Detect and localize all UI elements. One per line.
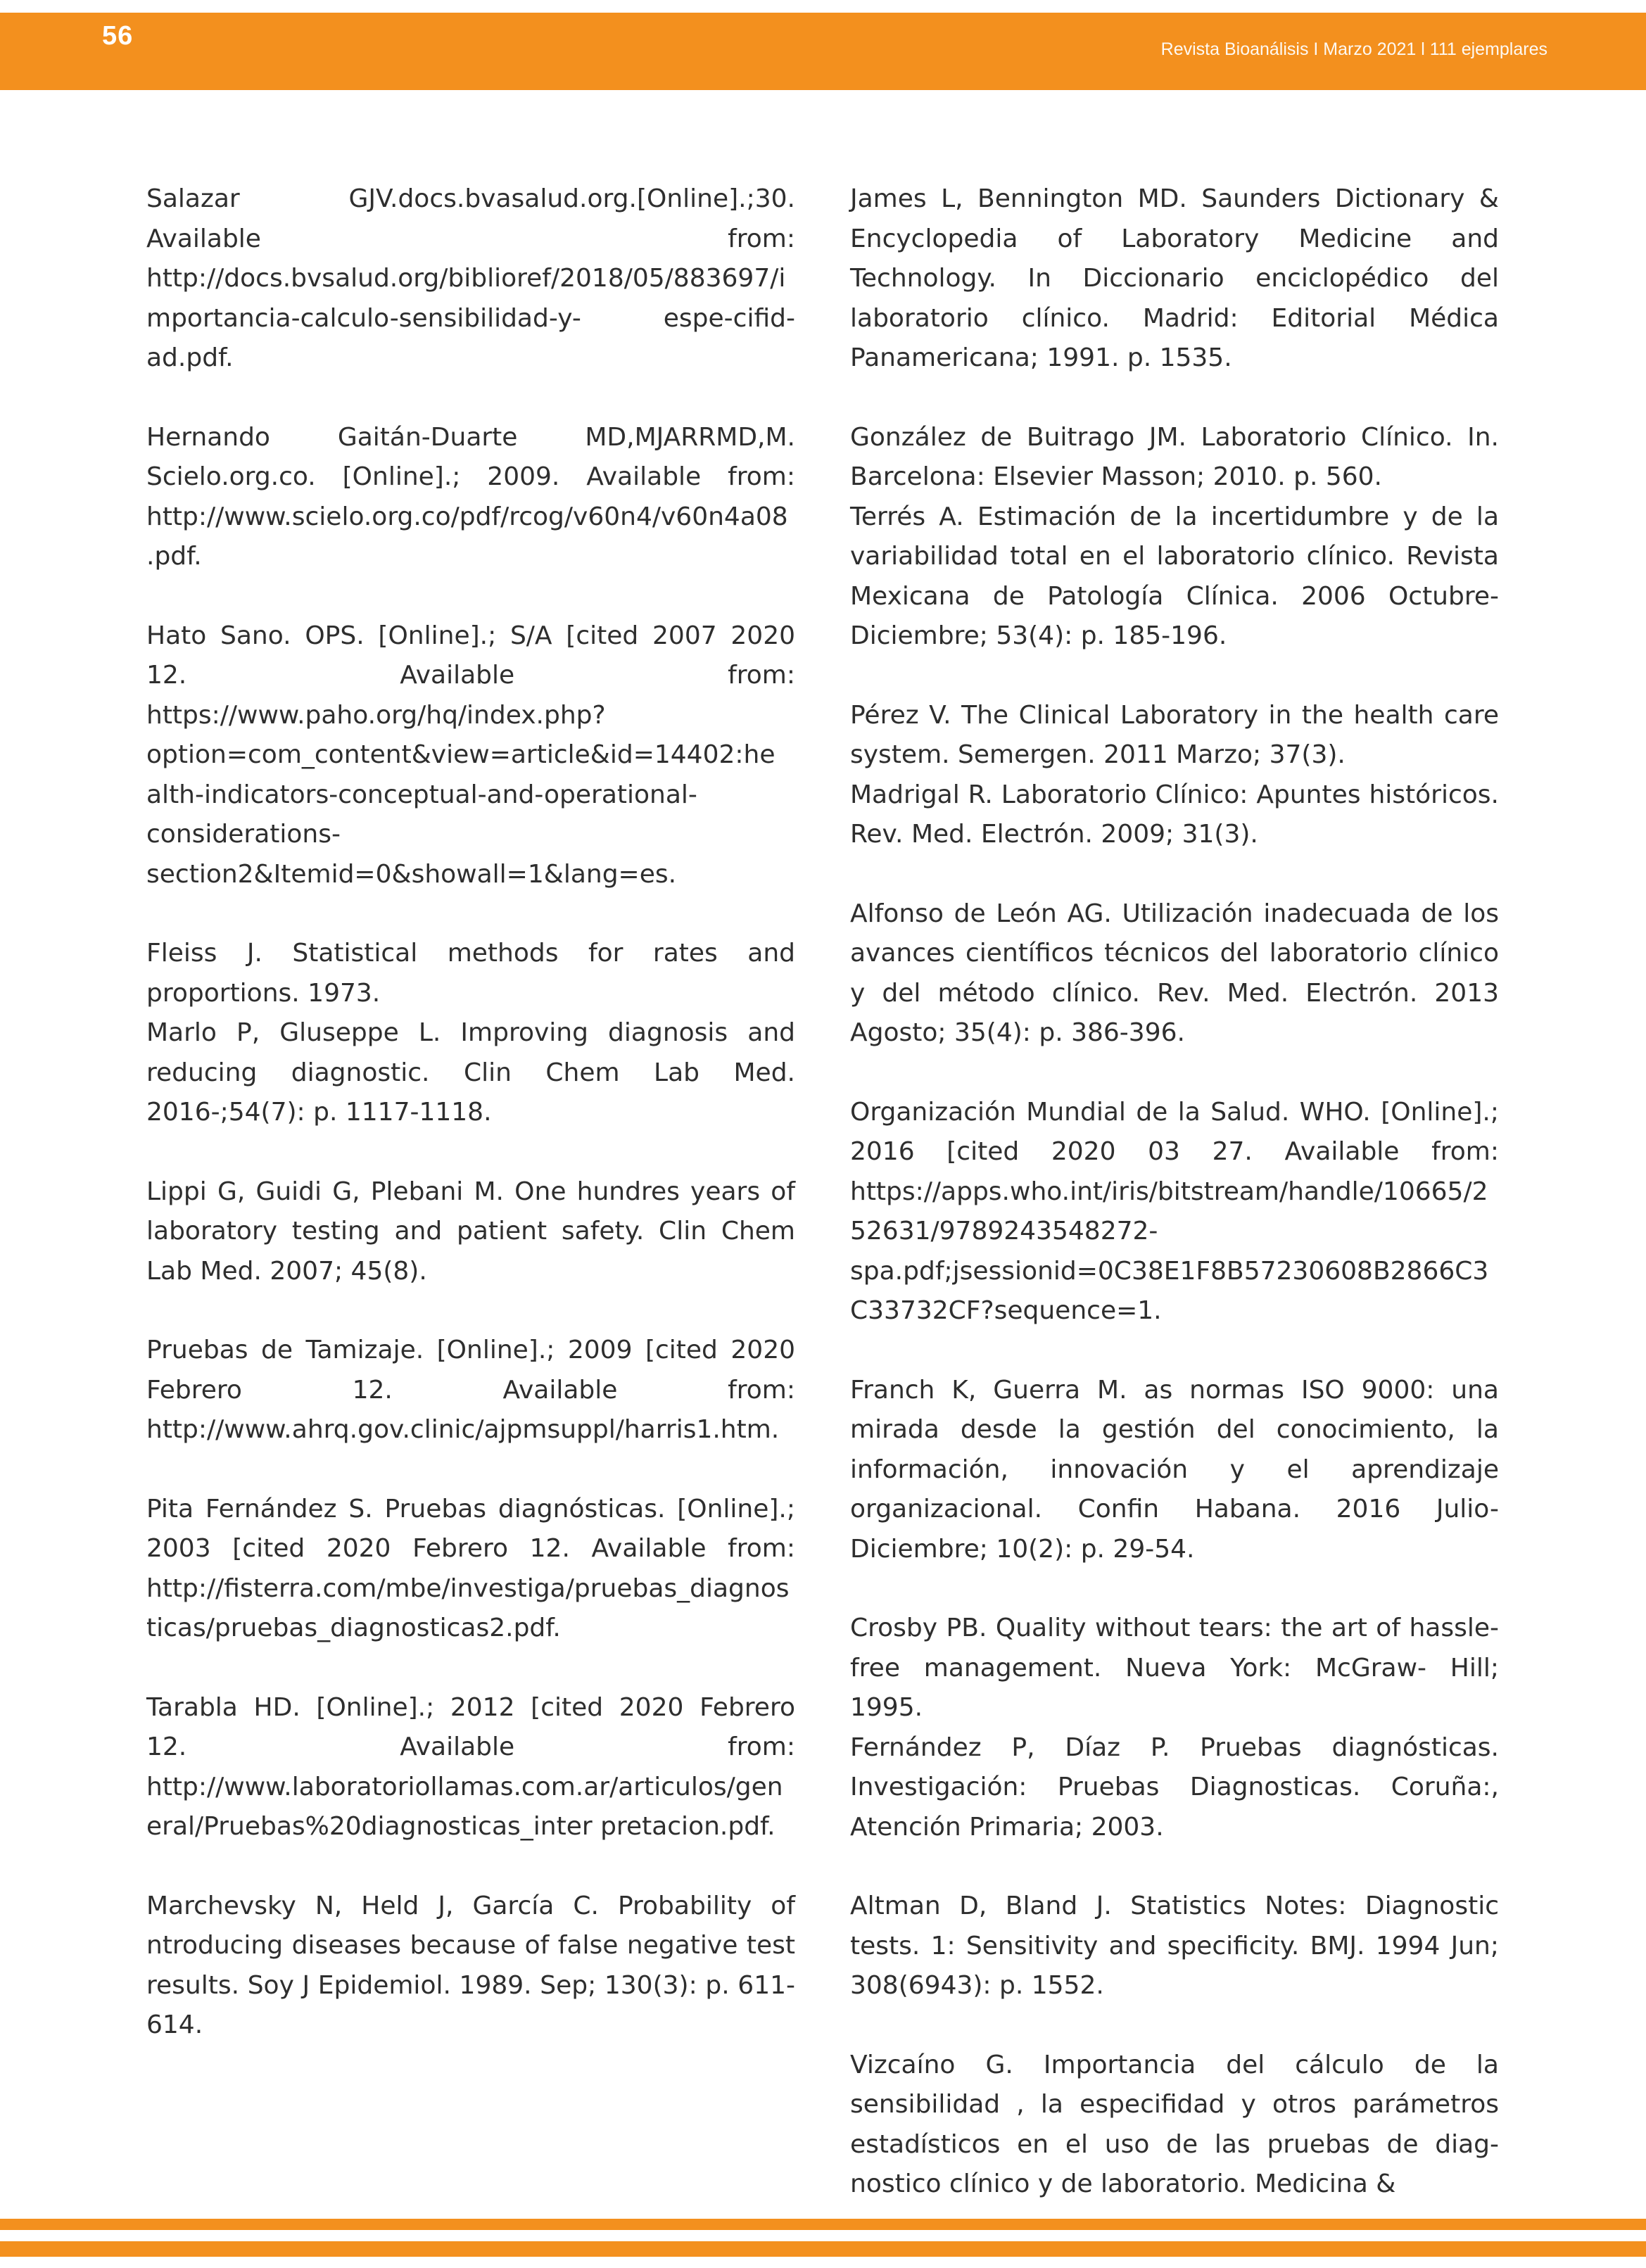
reference-entry: Crosby PB. Quality without tears: the art of hassle-free management. Nueva York: McGraw- Hill; 1995. <box>850 1614 1499 1722</box>
running-head: Revista Bioanálisis I Marzo 2021 l 111 ejemplares <box>1160 39 1547 59</box>
reference-entry: Pita Fernández S. Pruebas diagnósticas. [Online].; 2003 [cited 2020 Febrero 12. Available from: http://fisterra.com/mbe/investiga/pruebas_diagnosticas/pruebas_diagnosticas2.pdf. <box>146 1494 795 1642</box>
footer-rule-thin <box>0 2219 1646 2230</box>
reference-entry: González de Buitrago JM. Laboratorio Clínico. In. Barcelona: Elsevier Masson; 2010. p. 560. <box>850 422 1499 491</box>
reference-entry: Fleiss J. Statistical methods for rates and proportions. 1973. <box>146 939 795 1008</box>
reference-entry: Franch K, Guerra M. as normas ISO 9000: una mirada desde la gestión del conocimiento, la información, innovación y el aprendizaje organizacional. Confin Habana. 2016 Julio-Diciembre; 10(2): p. 29-54. <box>850 1375 1499 1564</box>
reference-entry: Marlo P, Gluseppe L. Improving diagnosis and reducing diagnostic. Clin Chem Lab Med. 2016-;54(7): p. 1117-1118. <box>146 1018 795 1127</box>
reference-entry: Organización Mundial de la Salud. WHO. [Online].; 2016 [cited 2020 03 27. Available from: https://apps.who.int/iris/bitstream/handle/10665/252631/9789243548272-spa.pdf;jsessionid=0C38E1F8B57230608B2866C3C33732CF?sequence=1. <box>850 1097 1499 1325</box>
reference-entry: Altman D, Bland J. Statistics Notes: Diagnostic tests. 1: Sensitivity and specificity. BMJ. 1994 Jun; 308(6943): p. 1552. <box>850 1892 1499 2000</box>
reference-entry: Alfonso de León AG. Utilización inadecuada de los avances científicos técnicos del laboratorio clínico y del método clínico. Rev. Med. Electrón. 2013 Agosto; 35(4): p. 386-396. <box>850 899 1499 1047</box>
reference-entry: Salazar GJV.docs.bvasalud.org.[Online].;30. Available from: http://docs.bvsalud.org/biblioref/2018/05/883697/importancia-calculo-sensibilidad-y- espe-cifid-ad.pdf. <box>146 184 795 372</box>
reference-entry: Madrigal R. Laboratorio Clínico: Apuntes históricos. Rev. Med. Electrón. 2009; 31(3). <box>850 780 1499 849</box>
reference-entry: Marchevsky N, Held J, García C. Probability of ntroducing diseases because of false negative test results. Soy J Epidemiol. 1989. Sep; 130(3): p. 611-614. <box>146 1891 795 2039</box>
reference-entry: Terrés A. Estimación de la incertidumbre y de la variabilidad total en el laboratorio clínico. Revista Mexicana de Patología Clínica. 2006 Octubre-Diciembre; 53(4): p. 185-196. <box>850 502 1499 650</box>
reference-entry: Pérez V. The Clinical Laboratory in the health care system. Semergen. 2011 Marzo; 37(3). <box>850 700 1499 769</box>
references-right-column <box>850 179 1499 2244</box>
reference-entry: Hato Sano. OPS. [Online].; S/A [cited 2007 2020 12. Available from: https://www.paho.org/hq/index.php?option=com_content&view=article&id=14402:he alth-indicators-conceptual-and-operational-considerations- section2&Itemid=0&showall=1&lang=es. <box>146 621 795 889</box>
reference-entry: Pruebas de Tamizaje. [Online].; 2009 [cited 2020 Febrero 12. Available from: http://www.ahrq.gov.clinic/ajpmsuppl/harris1.htm. <box>146 1336 795 1444</box>
footer-rule-thick <box>0 2241 1646 2257</box>
reference-entry: Lippi G, Guidi G, Plebani M. One hundres years of laboratory testing and patient safety. Clin Chem Lab Med. 2007; 45(8). <box>146 1177 795 1286</box>
references-left-column <box>146 179 795 2085</box>
reference-entry: Tarabla HD. [Online].; 2012 [cited 2020 Febrero 12. Available from: http://www.laboratoriollamas.com.ar/articulos/general/Pruebas%20diagnosticas_inter pretacion.pdf. <box>146 1692 795 1841</box>
reference-entry: James L, Bennington MD. Saunders Dictionary & Encyclopedia of Laboratory Medicine and Technology. In Diccionario enciclopédico del laboratorio clínico. Madrid: Editorial Médica Panamericana; 1991. p. 1535. <box>850 184 1499 372</box>
page-number: 56 <box>102 21 134 51</box>
reference-entry: Fernández P, Díaz P. Pruebas diagnósticas. Investigación: Pruebas Diagnosticas. Coruña:, Atención Primaria; 2003. <box>850 1732 1499 1842</box>
reference-entry: Hernando Gaitán-Duarte MD,MJARRMD,M. Scielo.org.co. [Online].; 2009. Available from: http://www.scielo.org.co/pdf/rcog/v60n4/v60n4a08.pdf. <box>146 422 795 571</box>
reference-entry: Vizcaíno G. Importancia del cálculo de la sensibilidad , la especifidad y otros parámetros estadísticos en el uso de las pruebas de diag-nostico clínico y de laboratorio. Medicina & <box>850 2050 1499 2198</box>
